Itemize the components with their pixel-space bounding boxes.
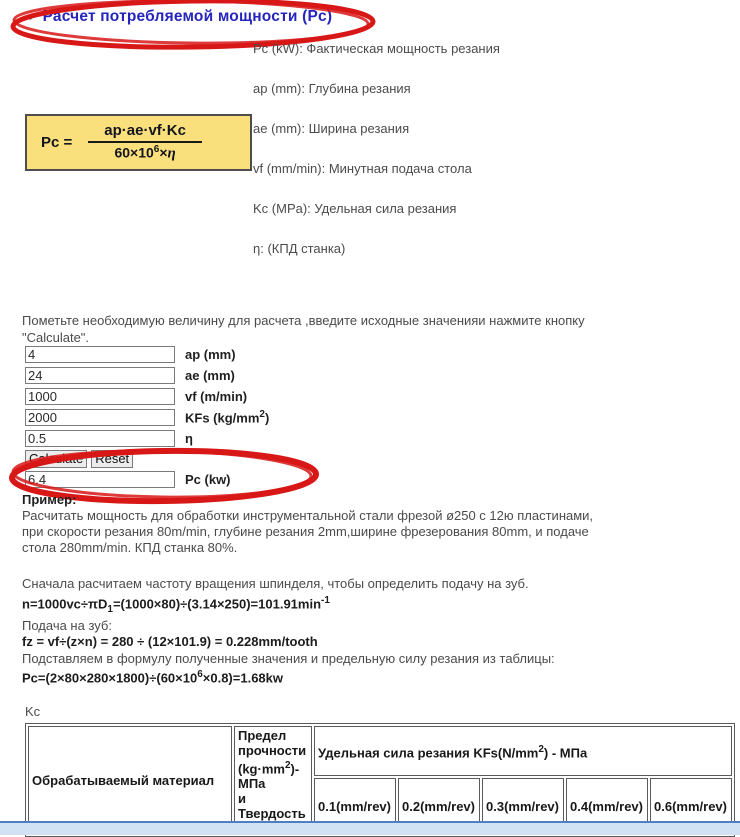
ae-input[interactable] — [25, 367, 175, 384]
definition-ae: ae (mm): Ширина резания — [253, 121, 410, 136]
kfs-header-cell: Удельная сила резания $KFs(N/mm^2)$ - МПа — [314, 726, 732, 776]
step-intro: Сначала расчитаем частоту вращения шпинделя, чтобы определить подачу на зуб. — [22, 576, 529, 591]
feed-col-03: 0.3(mm/rev) — [482, 778, 564, 834]
definition-pc: Pc (kW): Фактическая мощность резания — [253, 41, 500, 56]
strength-header-text: Предел прочности $(kg\cdot mm^2)-$ МПа — [238, 728, 307, 792]
feed-per-tooth-formula: fz = vf÷(z×n) = 280 ÷ (12×101.9) = 0.228mm/tooth — [22, 634, 318, 650]
example-body: Расчитать мощность для обработки инструментальной стали фрезой ø250 с 12ю пластинами, при скорости резания 80m/min, глубине резания 2mm,ширине фрезерования 80mm, и подаче стола 280mm/min. КПД станка 80%. — [22, 508, 594, 555]
feed-col-01: 0.1(mm/rev) — [314, 778, 396, 834]
formula-lhs: Pc = — [41, 134, 73, 151]
ap-input[interactable] — [25, 346, 175, 363]
feed-col-02: 0.2(mm/rev) — [398, 778, 480, 834]
example-heading: Пример: — [22, 492, 77, 507]
form-row-ap — [25, 344, 269, 364]
material-header-cell: Обрабатываемый материал — [28, 726, 232, 834]
kfs-label: KFs $(kg/mm^2)$ — [185, 408, 270, 426]
example-section — [22, 492, 597, 556]
kc-table-label: Kc — [25, 704, 41, 719]
page-heading — [28, 8, 332, 26]
ae-label: ae (mm) — [185, 367, 235, 383]
definition-ap: ap (mm): Глубина резания — [253, 81, 411, 96]
form-row-result — [25, 469, 269, 489]
substitute-text: Подставляем в формулу полученные значения и предельную силу резания из таблицы: — [22, 650, 555, 666]
definition-vf: vf (mm/min): Минутная подача стола — [253, 161, 472, 176]
calculate-button[interactable]: Calculate — [25, 450, 87, 468]
list-bullet: • — [28, 9, 33, 25]
strength-header-cell — [234, 726, 312, 834]
power-formula-box — [25, 114, 252, 171]
feed-col-06: 0.6(mm/rev) — [650, 778, 732, 834]
formula-fraction — [88, 122, 202, 163]
spindle-speed-formula: $n=1000vc\div\pi D_1=(1000\times 80)\div(3.14\times 250)=101.91\min^{-1}$ — [22, 594, 330, 615]
feed-col-04: 0.4(mm/rev) — [566, 778, 648, 834]
form-row-eta — [25, 428, 269, 448]
calculator-form — [25, 344, 269, 490]
form-row-kfs — [25, 407, 269, 427]
eta-input[interactable] — [25, 430, 175, 447]
strength-hardness-text: Твердость — [238, 806, 306, 822]
page-title: Расчет потребляемой мощности (Pc) — [42, 8, 333, 25]
vf-input[interactable] — [25, 388, 175, 405]
reset-button[interactable]: Reset — [91, 450, 133, 468]
ap-label: ap (mm) — [185, 346, 236, 362]
definition-kc: Kc (MPa): Удельная сила резания — [253, 201, 457, 216]
form-row-ae — [25, 365, 269, 385]
strength-and-text: и — [238, 791, 246, 807]
definition-eta: η: (КПД станка) — [253, 241, 346, 256]
formula-numerator: ap·ae·vf·Kc — [88, 122, 202, 143]
vf-label: vf (m/min) — [185, 388, 248, 404]
instructions-text: Пометьте необходимую величину для расчета ,введите исходные значенияи нажмите кнопку "Calculate". — [22, 313, 585, 345]
parameter-definitions — [253, 40, 500, 280]
form-row-vf — [25, 386, 269, 406]
calculation-steps — [22, 576, 597, 687]
pc-result-label: Pc (kw) — [185, 471, 231, 487]
form-buttons — [25, 450, 269, 468]
feed-per-tooth-label: Подача на зуб: — [22, 617, 112, 633]
eta-label: η — [185, 430, 193, 446]
kc-table — [25, 723, 735, 837]
power-result-formula: $Pc=(2\times 80\times 280\times 1800)\div(60\times 10^6\times 0.8)=1.68kw$ — [22, 669, 283, 686]
kfs-input[interactable] — [25, 409, 175, 426]
pc-result-input[interactable] — [25, 471, 175, 488]
formula-denominator: $60\times 10^6\times\eta$ — [114, 144, 176, 162]
